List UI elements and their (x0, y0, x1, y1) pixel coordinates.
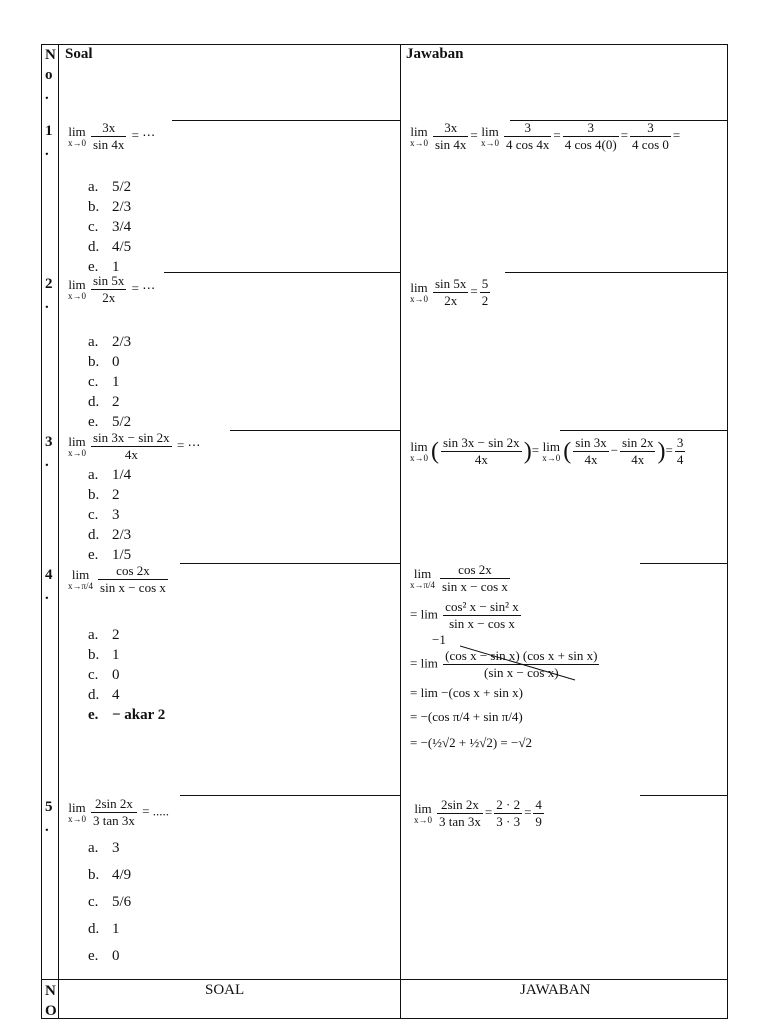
header-no-char: o (45, 67, 53, 83)
question-1: lim x→0 $\frac{3x}{\sin 4x}$ = ⋯ (68, 120, 156, 152)
option: a. 5/2 (88, 179, 132, 195)
row-number-char: . (45, 819, 49, 835)
row-line-footer (41, 979, 728, 980)
answer-1: lim x→0 $\frac{3x}{\sin 4x}$ = lim x→0 $\frac{3}{4 \cos 4x}$ = $\frac{3}{4 \cos 4(0)}$ = $\frac{3}{4 \cos 0}$ = (410, 120, 681, 152)
answer-5: lim x→0 $\frac{2\sin 2x}{3 \tan 3x}$ = $\frac{2 \cdot 2}{3 \cdot 3}$ = $\frac{4}{9}$ (414, 797, 542, 829)
row-line-5b (640, 795, 727, 796)
row-number (45, 121, 53, 161)
border-left (41, 44, 42, 1019)
options-1 (88, 177, 131, 277)
question-3: lim x→0 $\frac{\sin 3x - \sin 2x}{4x}$ = ⋯ (68, 430, 201, 462)
option: a. 2 (88, 627, 120, 643)
answer-step-3: = lim $\frac{\text{(cos x − sin x) (cos x + sin x)}}{\text{(sin x − cos x)}}$ (410, 648, 601, 681)
option: a. 3 (88, 840, 120, 856)
row-number (45, 797, 53, 837)
option: e. − akar 2 (88, 707, 166, 723)
option: b. 0 (88, 354, 120, 370)
option: a. 1/4 (88, 467, 132, 483)
option: d. 4/5 (88, 239, 132, 255)
option: d. 4 (88, 687, 120, 703)
footer-no-char: O (45, 1003, 57, 1019)
option: d. 2/3 (88, 527, 132, 543)
row-number-char: . (45, 587, 49, 603)
option: e. 0 (88, 948, 120, 964)
border-right (727, 44, 728, 1019)
answer-step-1: lim x→π/4 $\frac{\cos 2x}{\text{sin x − cos x}}$ (410, 562, 508, 594)
option: c. 0 (88, 667, 120, 683)
answer-step-5: = −(cos π/4 + sin π/4) (410, 709, 523, 724)
option: c. 1 (88, 374, 120, 390)
option: c. 5/6 (88, 894, 132, 910)
option: b. 2 (88, 487, 120, 503)
option: e. 1/5 (88, 547, 132, 563)
question-2: lim x→0 $\frac{\sin 5x}{2x}$ = ⋯ (68, 273, 156, 305)
row-number-char: . (45, 454, 49, 470)
option: e. 5/2 (88, 414, 132, 430)
header-no-char: . (45, 87, 49, 103)
answer-4 (410, 562, 601, 751)
footer-jawaban: JAWABAN (520, 982, 591, 998)
limit-operator: lim x→0 (68, 124, 86, 148)
row-line-5 (180, 795, 400, 796)
row-number-char: 3 (45, 434, 53, 450)
footer-soal: SOAL (205, 982, 245, 998)
question-4: lim x→π/4 $\frac{\cos 2x}{\text{sin x − cos x}}$ (68, 563, 166, 595)
header-no-char: N (45, 47, 56, 63)
row-line-4b (640, 563, 727, 564)
option: e. 1 (88, 259, 120, 275)
options-5 (88, 835, 131, 970)
row-number (45, 565, 53, 605)
option: b. 2/3 (88, 199, 132, 215)
answer-step-6: = −(½√2 + ½√2) = −√2 (410, 735, 532, 750)
footer-no (45, 981, 57, 1021)
options-3 (88, 465, 131, 565)
row-line-1 (172, 120, 400, 121)
answer-step-4: = lim −(cos x + sin x) (410, 685, 523, 700)
option: b. 1 (88, 647, 120, 663)
option: c. 3 (88, 507, 120, 523)
header-no (45, 45, 56, 105)
row-number (45, 274, 53, 314)
option: b. 4/9 (88, 867, 132, 883)
option: d. 1 (88, 921, 120, 937)
row-line-2b (505, 272, 727, 273)
option: c. 3/4 (88, 219, 132, 235)
row-number-char: 4 (45, 567, 53, 583)
row-line-3 (230, 430, 400, 431)
col-divider-no (58, 44, 59, 1019)
fraction: $\frac{3x}{\sin 4x}$ (93, 120, 125, 152)
row-number (45, 432, 53, 472)
question-5: lim x→0 $\frac{2\sin 2x}{3 \tan 3x}$ = ..... (68, 796, 169, 828)
border-bottom (41, 1018, 728, 1019)
option: a. 2/3 (88, 334, 132, 350)
row-number-char: 2 (45, 276, 53, 292)
option: d. 2 (88, 394, 120, 410)
row-line-4 (180, 563, 400, 564)
cancel-strike (460, 642, 590, 682)
footer-no-char: N (45, 983, 56, 999)
col-divider-answer (400, 44, 401, 1019)
options-4 (88, 625, 165, 725)
answer-step-2: = lim $\frac{\text{cos² x − sin² x}}{\text{sin x − cos x}}$ (410, 599, 519, 631)
row-line-2 (164, 272, 400, 273)
options-2 (88, 332, 131, 432)
row-line-3b (560, 430, 727, 431)
answer-step-note: −1 (432, 632, 446, 647)
header-jawaban: Jawaban (406, 46, 464, 62)
header-soal: Soal (65, 46, 93, 62)
answer-3: lim x→0 ( $\frac{\sin 3x - \sin 2x}{4x}$ )= lim x→0 ( $\frac{\sin 3x}{4x}$ − $\frac{\sin 2x}{4x}$ )= $\frac{3}{4}$ (410, 435, 684, 467)
border-top (41, 44, 728, 45)
row-number-char: . (45, 296, 49, 312)
row-number-char: 5 (45, 799, 53, 815)
row-number-char: . (45, 143, 49, 159)
answer-2: lim x→0 $\frac{\sin 5x}{2x}$ = $\frac{5}{2}$ (410, 276, 489, 308)
row-number-char: 1 (45, 123, 53, 139)
